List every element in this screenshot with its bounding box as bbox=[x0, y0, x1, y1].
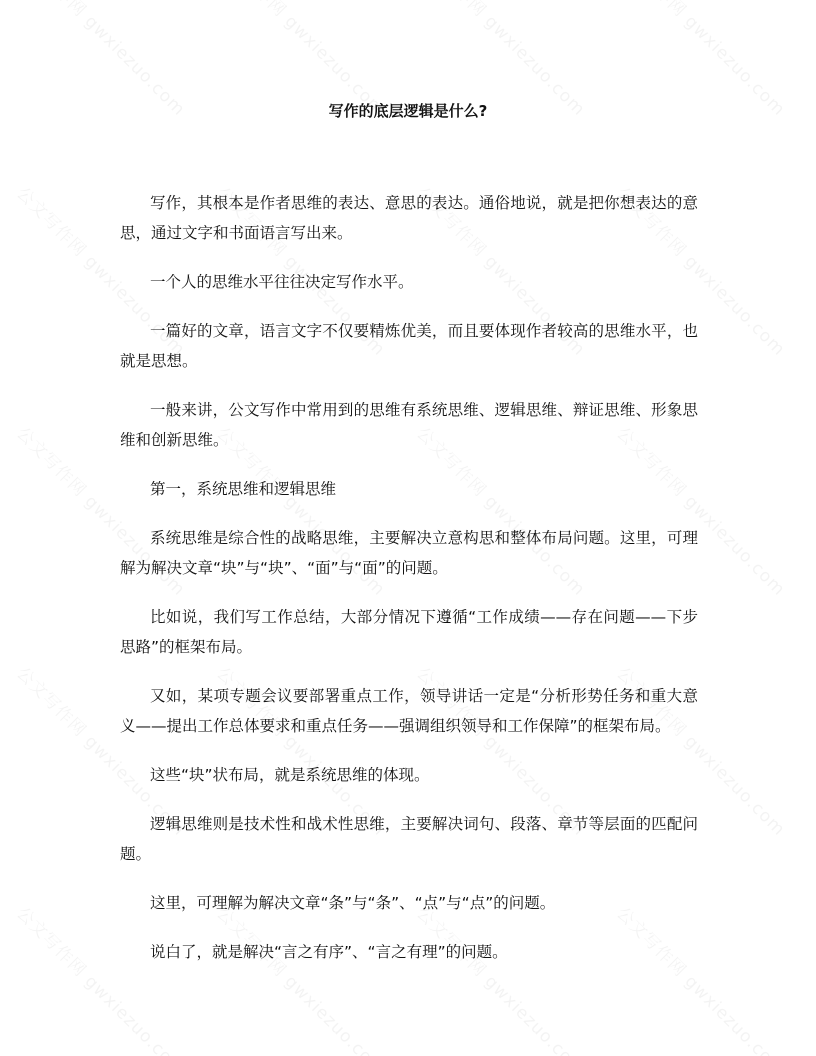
paragraph: 比如说，我们写工作总结，大部分情况下遵循“工作成绩——存在问题——下步思路”的框架布局。 bbox=[120, 608, 698, 656]
paragraph: 又如，某项专题会议要部署重点工作，领导讲话一定是“分析形势任务和重大意义——提出工作总体要求和重点任务——强调组织领导和工作保障”的框架布局。 bbox=[120, 687, 698, 735]
paragraph: 逻辑思维则是技术性和战术性思维，主要解决词句、段落、章节等层面的匹配问题。 bbox=[120, 815, 698, 863]
document-title: 写作的底层逻辑是什么? bbox=[328, 102, 488, 120]
paragraph: 一篇好的文章，语言文字不仅要精炼优美，而且要体现作者较高的思维水平，也就是思想。 bbox=[120, 322, 698, 370]
document-body bbox=[120, 188, 698, 986]
paragraph: 系统思维是综合性的战略思维，主要解决立意构思和整体布局问题。这里，可理解为解决文章“块”与“块”、“面”与“面”的问题。 bbox=[120, 529, 698, 577]
paragraph: 这些“块”状布局，就是系统思维的体现。 bbox=[150, 766, 430, 784]
paragraph: 一个人的思维水平往往决定写作水平。 bbox=[150, 273, 414, 291]
section-heading: 第一，系统思维和逻辑思维 bbox=[150, 480, 337, 498]
paragraph: 一般来讲，公文写作中常用到的思维有系统思维、逻辑思维、辩证思维、形象思维和创新思维。 bbox=[120, 401, 698, 449]
paragraph: 这里，可理解为解决文章“条”与“条”、“点”与“点”的问题。 bbox=[150, 894, 556, 912]
paragraph: 说白了，就是解决“言之有序”、“言之有理”的问题。 bbox=[150, 943, 508, 961]
paragraph: 写作，其根本是作者思维的表达、意思的表达。通俗地说，就是把你想表达的意思，通过文字和书面语言写出来。 bbox=[120, 194, 698, 242]
